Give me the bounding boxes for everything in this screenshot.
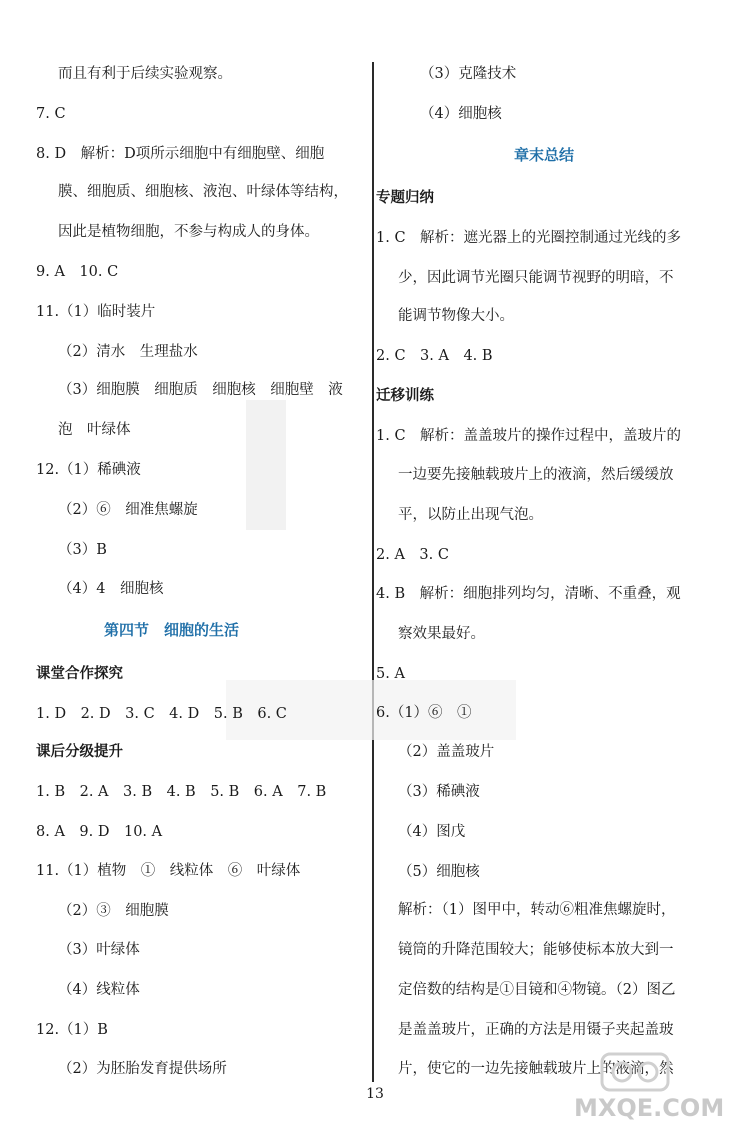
answer-line: 镜筒的升降范围较大；能够使标本放大到一	[398, 942, 674, 958]
answer-line: 11.（1）植物 ① 线粒体 ⑥ 叶绿体	[36, 863, 301, 879]
answer-line: 片，使它的一边先接触载玻片上的液滴，然	[398, 1061, 674, 1077]
faint-watermark-block	[246, 400, 286, 530]
answer-line: 而且有利于后续实验观察。	[58, 66, 232, 82]
answer-line: （4）4 细胞核	[58, 581, 164, 597]
answer-line: 因此是植物细胞，不参与构成人的身体。	[58, 224, 319, 240]
answer-line: （2）清水 生理盐水	[58, 344, 198, 360]
page-number: 13	[366, 1086, 384, 1102]
answer-line: （3）细胞膜 细胞质 细胞核 细胞壁 液	[58, 382, 343, 398]
answer-line: 泡 叶绿体	[58, 422, 131, 438]
answer-line: （3）B	[58, 542, 107, 558]
answer-line: 7. C	[36, 106, 66, 122]
answer-line: 膜、细胞质、细胞核、液泡、叶绿体等结构，	[58, 184, 348, 200]
answer-line: （3）克隆技术	[420, 66, 517, 82]
answer-line: 平，以防止出现气泡。	[398, 507, 543, 523]
subsection-heading: 课堂合作探究	[36, 666, 123, 682]
answer-line: （2）③ 细胞膜	[58, 903, 169, 919]
subsection-heading: 课后分级提升	[36, 744, 123, 760]
answer-line: 8. D 解析：D项所示细胞中有细胞壁、细胞	[36, 146, 325, 162]
answer-line: 9. A 10. C	[36, 264, 119, 280]
answer-line: 1. C 解析：遮光器上的光圈控制通过光线的多	[376, 230, 682, 246]
answer-line: 是盖盖玻片，正确的方法是用镊子夹起盖玻	[398, 1022, 674, 1038]
watermark-text: MXQE.COM	[574, 1094, 725, 1122]
answer-line: 2. C 3. A 4. B	[376, 348, 493, 364]
answer-line: 6.（1）⑥ ①	[376, 705, 472, 721]
answer-line: （2）为胚胎发育提供场所	[58, 1061, 227, 1077]
answer-line: 一边要先接触载玻片上的液滴，然后缓缓放	[398, 467, 674, 483]
answer-line: 5. A	[376, 666, 405, 682]
subsection-heading: 迁移训练	[376, 388, 434, 404]
column-divider	[372, 62, 374, 1082]
answer-line: （3）稀碘液	[398, 784, 480, 800]
answer-line: （3）叶绿体	[58, 942, 140, 958]
answer-line: 1. B 2. A 3. B 4. B 5. B 6. A 7. B	[36, 784, 327, 800]
section-title: 章末总结	[514, 146, 575, 164]
answer-line: 2. A 3. C	[376, 547, 449, 563]
answer-line: 能调节物像大小。	[398, 308, 514, 324]
answer-line: （2）⑥ 细准焦螺旋	[58, 502, 198, 518]
answer-line: 察效果最好。	[398, 626, 485, 642]
answer-line: 少，因此调节光圈只能调节视野的明暗，不	[398, 270, 674, 286]
subsection-heading: 专题归纳	[376, 190, 434, 206]
answer-line: 11.（1）临时装片	[36, 304, 156, 320]
answer-line: 解析：（1）图甲中，转动⑥粗准焦螺旋时，	[398, 902, 676, 918]
answer-line: 4. B 解析：细胞排列均匀，清晰、不重叠，观	[376, 586, 681, 602]
answer-line: （2）盖盖玻片	[398, 744, 495, 760]
answer-line: 12.（1）B	[36, 1022, 108, 1038]
answer-line: 1. C 解析：盖盖玻片的操作过程中，盖玻片的	[376, 428, 682, 444]
answer-line: 定倍数的结构是①目镜和④物镜。（2）图乙	[398, 982, 676, 998]
answer-line: 12.（1）稀碘液	[36, 462, 141, 478]
answer-line: 8. A 9. D 10. A	[36, 824, 163, 840]
answer-line: （4）细胞核	[420, 106, 502, 122]
answer-line: （4）图戊	[398, 824, 466, 840]
answer-line: （4）线粒体	[58, 982, 140, 998]
section-title: 第四节 细胞的生活	[104, 621, 240, 639]
answer-line: 1. D 2. D 3. C 4. D 5. B 6. C	[36, 706, 287, 722]
answer-line: （5）细胞核	[398, 864, 480, 880]
